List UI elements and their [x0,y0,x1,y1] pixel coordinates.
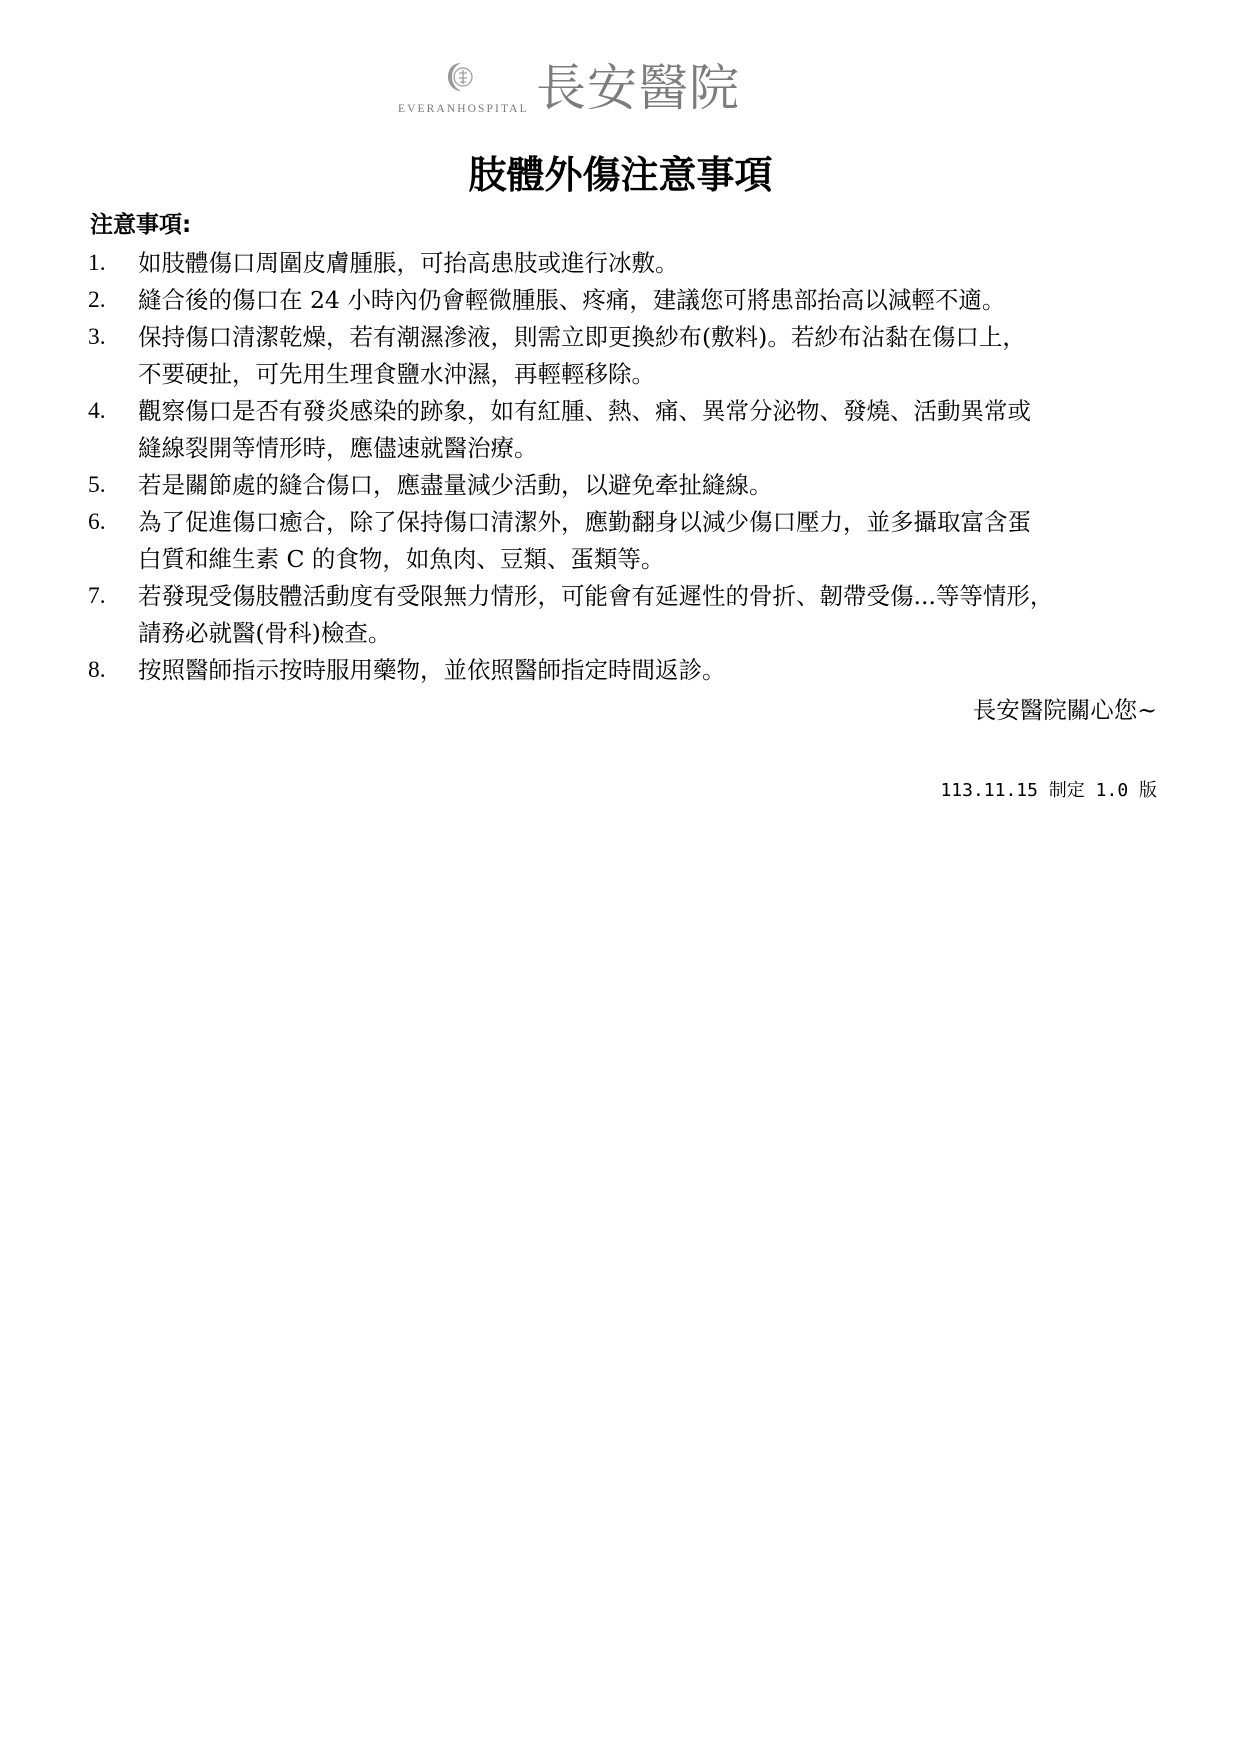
list-item [88,393,1168,467]
list-item-text-continued: 不要硬扯，可先用生理食鹽水沖濕，再輕輕移除。 [138,360,655,388]
hospital-logo [398,58,798,118]
list-item [88,652,1168,689]
hospital-emblem-icon [445,60,475,96]
list-item-text: 若是關節處的縫合傷口，應盡量減少活動，以避免牽扯縫線。 [138,471,773,499]
list-item-number: 4. [88,398,106,424]
list-item-text: 若發現受傷肢體活動度有受限無力情形，可能會有延遲性的骨折、韌帶受傷...等等情形， [138,582,1054,610]
list-item-text: 為了促進傷口癒合，除了保持傷口清潔外，應勤翻身以減少傷口壓力，並多攝取富含蛋 [138,508,1031,536]
list-item-text: 如肢體傷口周圍皮膚腫脹，可抬高患肢或進行冰敷。 [138,249,679,277]
list-item-number: 7. [88,583,106,609]
list-item-text-continued: 請務必就醫(骨科)檢查。 [138,619,392,647]
list-item-number: 6. [88,509,106,535]
list-item-text: 縫合後的傷口在 24 小時內仍會輕微腫脹、疼痛，建議您可將患部抬高以減輕不適。 [138,286,1006,314]
closing-remark: 長安醫院關心您~ [972,696,1157,724]
list-item-number: 2. [88,287,106,313]
list-item-number: 1. [88,250,106,276]
list-item-text-continued: 縫線裂開等情形時，應儘速就醫治療。 [138,434,538,462]
version-stamp: 113.11.15 制定 1.0 版 [940,780,1157,801]
notes-list [88,245,1168,689]
list-item-text: 保持傷口清潔乾燥，若有潮濕滲液，則需立即更換紗布(敷料)。若紗布沾黏在傷口上， [138,323,1026,351]
logo-english-name: EVERANHOSPITAL [398,103,529,115]
list-item-text: 觀察傷口是否有發炎感染的跡象，如有紅腫、熱、痛、異常分泌物、發燒、活動異常或 [138,397,1031,425]
list-item [88,319,1168,393]
logo-chinese-name: 長安醫院 [536,59,740,117]
list-item-number: 3. [88,324,106,350]
page-title: 肢體外傷注意事項 [468,153,773,197]
section-heading: 注意事項: [90,212,192,238]
list-item [88,578,1168,652]
list-item-number: 5. [88,472,106,498]
list-item [88,245,1168,282]
list-item-text: 按照醫師指示按時服用藥物，並依照醫師指定時間返診。 [138,656,726,684]
list-item [88,282,1168,319]
list-item-number: 8. [88,657,106,683]
list-item [88,504,1168,578]
list-item [88,467,1168,504]
list-item-text-continued: 白質和維生素 C 的食物，如魚肉、豆類、蛋類等。 [138,545,665,573]
